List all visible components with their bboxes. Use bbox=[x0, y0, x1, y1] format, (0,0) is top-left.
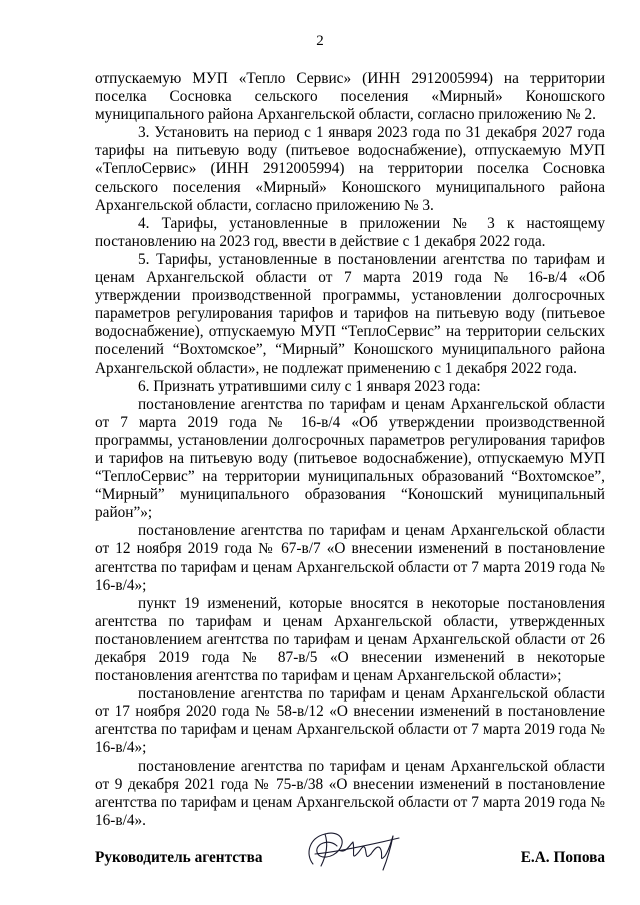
repealed-act-5: постановление агентства по тарифам и ценам Архангельской области от 9 декабря 2021 года № 75-в/38 «О внесении изменений в постановление агентства по тарифам и ценам Архангельской области от 7 марта 2019 года № 16-в/4». bbox=[95, 757, 605, 829]
repealed-act-2: постановление агентства по тарифам и ценам Архангельской области от 12 ноября 2019 года № 67-в/7 «О внесении изменений в постановление агентства по тарифам и ценам Архангельской области от 7 марта 2019 года № 16-в/4»; bbox=[95, 522, 605, 594]
signature-block bbox=[95, 844, 605, 894]
signatory-title: Руководитель агентства bbox=[95, 849, 263, 866]
paragraph-item-5: 5. Тарифы, установленные в постановлении агентства по тарифам и ценам Архангельской области от 7 марта 2019 года № 16-в/4 «Об утверждении производственной программы, установлении долгосрочных параметров регулирования тарифов и тарифов на питьевую воду (питьевое водоснабжение), отпускаемую МУП “ТеплоСервис” на территории сельских поселений “Вохтомское”, “Мирный” Коношского муниципального района Архангельской области», не подлежат применению с 1 декабря 2022 года. bbox=[95, 250, 605, 377]
paragraph-item-4: 4. Тарифы, установленные в приложении № 3 к настоящему постановлению на 2023 год, ввести в действие с 1 декабря 2022 года. bbox=[95, 214, 605, 250]
repealed-act-1: постановление агентства по тарифам и ценам Архангельской области от 7 марта 2019 года № 16-в/4 «Об утверждении производственной программы, установлении долгосрочных параметров регулирования тарифов и тарифов на питьевую воду (питьевое водоснабжение), отпускаемую МУП “ТеплоСервис” на территории муниципальных образований “Вохтомское”, “Мирный” муниципального образования “Коношский муниципальный район”»; bbox=[95, 395, 605, 522]
paragraph-continuation: отпускаемую МУП «Тепло Сервис» (ИНН 2912005994) на территории поселка Сосновка сельского поселения «Мирный» Коношского муниципального района Архангельской области, согласно приложению № 2. bbox=[95, 70, 605, 124]
page-number: 2 bbox=[316, 33, 324, 49]
repealed-act-3: пункт 19 изменений, которые вносятся в некоторые постановления агентства по тарифам и ценам Архангельской области, утвержденных постановлением агентства по тарифам и ценам Архангельской области от 26 декабря 2019 года № 87-в/5 «О внесении изменений в некоторые постановления агентства по тарифам и ценам Архангельской области»; bbox=[95, 594, 605, 685]
paragraph-item-3: 3. Установить на период с 1 января 2023 года по 31 декабря 2027 года тарифы на питьевую воду (питьевое водоснабжение), отпускаемую МУП «ТеплоСервис» (ИНН 2912005994) на территории поселка Сосновка сельского поселения «Мирный» Коношского муниципального района Архангельской области, согласно приложению № 3. bbox=[95, 124, 605, 214]
signatory-name: Е.А. Попова bbox=[520, 849, 605, 866]
document-body bbox=[95, 70, 605, 830]
repealed-act-4: постановление агентства по тарифам и ценам Архангельской области от 17 ноября 2020 года № 58-в/12 «О внесении изменений в постановление агентства по тарифам и ценам Архангельской области от 7 марта 2019 года № 16-в/4»; bbox=[95, 685, 605, 757]
handwritten-signature bbox=[295, 824, 405, 874]
paragraph-item-6: 6. Признать утратившими силу с 1 января 2023 года: bbox=[138, 377, 481, 395]
